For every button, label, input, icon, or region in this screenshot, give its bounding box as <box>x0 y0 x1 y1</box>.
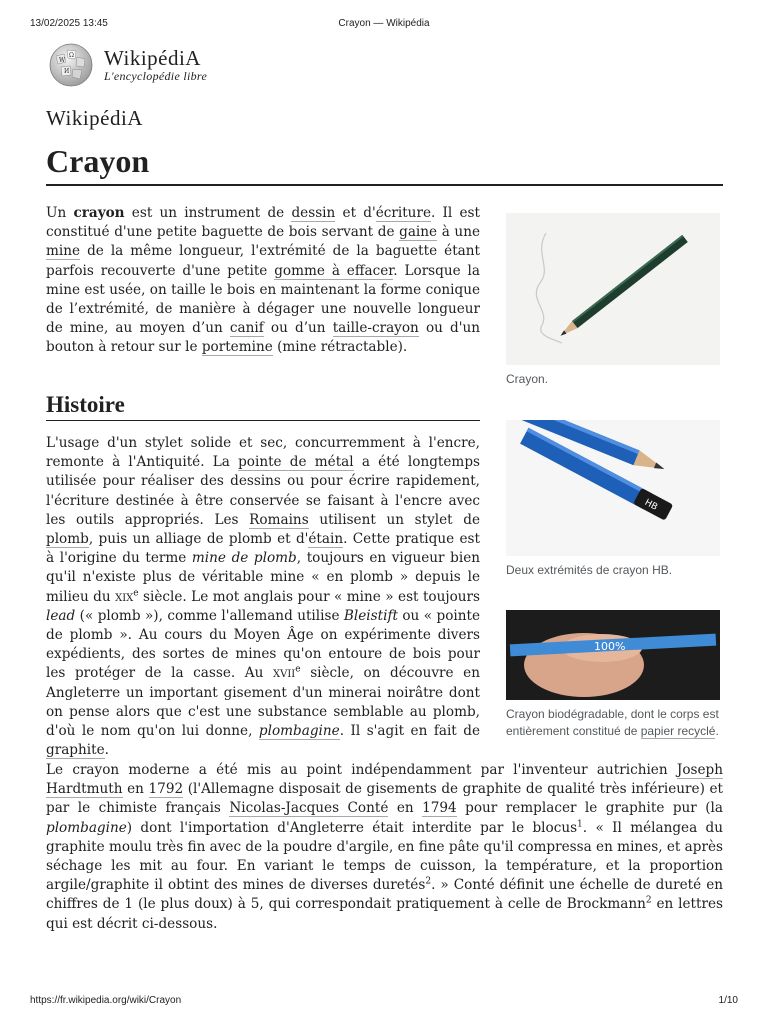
superscript: e <box>133 588 139 599</box>
wordmark-secondary: WikipédiA <box>46 106 143 130</box>
article-link[interactable]: canif <box>229 320 264 337</box>
figure-biodegradable <box>506 610 720 739</box>
article-link[interactable]: plombagine <box>258 723 340 740</box>
figure-hb-caption: Deux extrémités de crayon HB. <box>506 563 673 577</box>
link-papier-recycle[interactable]: papier recyclé <box>640 723 716 738</box>
pencil-photo[interactable] <box>506 213 720 365</box>
figure-crayon-caption: Crayon. <box>506 372 549 386</box>
tagline: L'encyclopédie libre <box>104 68 208 83</box>
page-number: 1/10 <box>718 995 738 1006</box>
century-numeral: xix <box>115 588 134 605</box>
superscript: e <box>295 664 301 675</box>
article-link[interactable]: étain <box>308 531 344 548</box>
section-heading-histoire: Histoire <box>46 392 480 421</box>
article-link[interactable]: gomme à effacer <box>274 262 394 279</box>
print-title: Crayon — Wikipédia <box>338 18 430 29</box>
article-link[interactable]: Romains <box>249 511 309 528</box>
article-link[interactable]: mine <box>46 243 81 260</box>
page-title: Crayon <box>46 143 723 186</box>
wikipedia-logo[interactable] <box>46 42 207 88</box>
biodegradable-pencil-photo[interactable] <box>506 610 720 700</box>
superscript[interactable]: 2 <box>425 876 432 887</box>
article-link[interactable]: dessin <box>291 205 336 221</box>
article-link[interactable]: plomb <box>46 531 89 548</box>
hb-pencils-photo[interactable] <box>506 420 720 556</box>
article-link[interactable]: graphite <box>46 742 105 759</box>
century-numeral: xvii <box>273 665 296 682</box>
article-link[interactable]: écriture <box>375 205 431 221</box>
article-link[interactable]: gaine <box>399 224 438 241</box>
italic-term: mine de plomb <box>191 550 297 567</box>
figure-crayon <box>506 213 720 388</box>
superscript[interactable]: 2 <box>645 895 652 906</box>
bold-term: crayon <box>73 205 125 221</box>
pencil-text: 100% <box>594 640 626 653</box>
moderne-paragraph: Le crayon moderne a été mis au point indépendamment par l'inventeur autrichien Joseph Hardtmuth en 1792 (l'Allemagne disposait de gisements de graphite de qualité très inférieure) et par le chimiste français Nicolas-Jacques Conté en 1794 pour remplacer le graphite pur (la plombagine) dont l'importation d'Angleterre était interdite par le blocus$^1$. « Il mélangea du graphite moulu très fin avec de la poudre d'argile, en fine pâte qu'il compressa en mines, et après séchage les mit au four. En variant le temps de cuisson, la température, et la proportion argile/graphite il obtint des mines de diverses duretés$^2$. » Conté définit une échelle de dureté en chiffres de 1 (le plus doux) à 5, qui correspondait pratiquement à celle de Brockmann$^2$ en lettres qui est décrit ci-dessous. <box>46 762 724 932</box>
article-link[interactable]: taille-crayon <box>332 320 419 337</box>
italic-term: Bleistift <box>343 607 398 624</box>
figure-biodegradable-caption: Crayon biodégradable, dont le corps est entièrement constitué de papier recyclé. <box>506 707 719 738</box>
svg-text:Ω: Ω <box>69 52 74 59</box>
wikipedia-globe-icon <box>46 42 96 88</box>
print-footer <box>30 995 738 1006</box>
histoire-paragraph: L'usage d'un stylet solide et sec, concurremment à l'encre, remonte à l'Antiquité. La pointe de métal a été longtemps utilisée pour réaliser des dessins ou pour écrire rapidement, l'écriture destinée à être conservée se faisant à l'encre avec les outils appropriés. Les Romains utilisent un stylet de plomb, puis un alliage de plomb et d'étain. Cette pratique est à l'origine du terme mine de plomb, toujours en vigueur bien qu'il n'existe plus de véritable mine « en plomb » depuis le milieu du xix$^e$ siècle. Le mot anglais pour « mine » est toujours lead (« plomb »), comme l'allemand utilise Bleistift ou « pointe de plomb ». Au cours du Moyen Âge on expérimente divers expédients, des sortes de mines qu'on entoure de bois pour les protéger de la casse. Au xvii$^e$ siècle, on découvre en Angleterre un important gisement d'un minerai noirâtre dont on pense alors que c'est une substance semblable au plomb, d'où le nom qu'on lui donne, plombagine. Il s'agit en fait de graphite. <box>46 435 481 759</box>
figure-hb <box>506 420 720 579</box>
intro-paragraph: Un crayon est un instrument de dessin et d'écriture. Il est constitué d'une petite baguette de bois servant de gaine à une mine de la même longueur, l'extrémité de la baguette étant parfois recouverte d'une petite gomme à effacer. Lorsque la mine est usée, on taille le bois en maintenant la forme conique de l’extrémité, de manière à dégager une nouvelle longueur de mine, au moyen d’un canif ou d’un taille-crayon ou d'un bouton à retour sur le portemine (mine rétractable). <box>46 205 481 356</box>
print-header <box>30 18 738 29</box>
italic-term: plombagine <box>46 819 127 836</box>
article-link[interactable]: portemine <box>201 339 273 356</box>
superscript[interactable]: 1 <box>577 819 583 830</box>
article-link[interactable]: 1794 <box>422 800 457 817</box>
svg-text:И: И <box>64 68 70 75</box>
wordmark: WikipédiA <box>104 45 201 70</box>
svg-text:W: W <box>59 57 66 64</box>
article-link[interactable]: Joseph Hardtmuth <box>46 762 723 798</box>
article-link[interactable]: pointe de métal <box>238 454 354 471</box>
page-url: https://fr.wikipedia.org/wiki/Crayon <box>30 995 182 1006</box>
article-link[interactable]: 1792 <box>148 781 184 798</box>
hb-label: HB <box>642 497 659 513</box>
italic-term: lead <box>46 607 76 624</box>
article-link[interactable]: Nicolas-Jacques Conté <box>229 800 389 817</box>
print-datetime: 13/02/2025 13:45 <box>30 18 108 29</box>
